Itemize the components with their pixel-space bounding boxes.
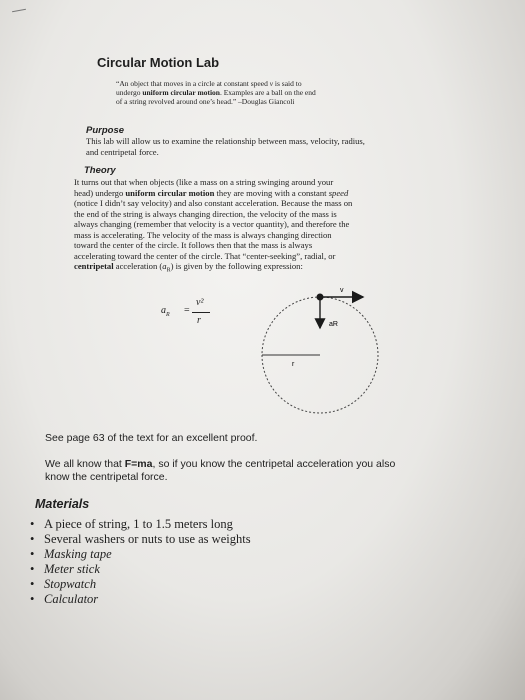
list-item: • Meter stick (30, 562, 251, 577)
pen-mark (12, 9, 26, 12)
theory-heading: Theory (84, 165, 116, 176)
purpose-heading: Purpose (86, 125, 125, 136)
velocity-label: v (340, 287, 344, 294)
proof-note: See page 63 of the text for an excellent proof. (45, 432, 258, 444)
list-item: • Calculator (30, 592, 251, 607)
purpose-text: This lab will allow us to examine the relationship between mass, velocity, radius, and centripetal force. (86, 136, 365, 157)
force-note: We all know that F=ma, so if you know the centripetal acceleration you also know the centripetal force. (45, 458, 396, 483)
acceleration-label: aR (329, 321, 338, 328)
page-title: Circular Motion Lab (97, 55, 220, 70)
materials-heading: Materials (35, 497, 90, 511)
centripetal-formula: $a_R$ = v² r (148, 297, 218, 337)
list-item: • Several washers or nuts to use as weights (30, 532, 251, 547)
radius-label: r (292, 361, 295, 368)
quote-line-2: undergo uniform circular motion. Examples are a ball on the end (116, 88, 316, 97)
theory-text: It turns out that when objects (like a mass on a string swinging around your head) undergo uniform circular motion they are moving with a constant speed (notice I didn’t say velocity) and also constant acceleration. Because the mass on the end of the string is always changing direction, the velocity of the mass is always changing (remember that velocity is a vector quantity), and therefore the mass is accelerating. The velocity of the mass is always changing direction toward the center of the circle. It follows then that the mass is always accelerating toward the center of the circle. That “center-seeking”, radial, or centripetal acceleration $(a_R)$ is given by the following expression: (74, 177, 353, 274)
quote-line-1: “An object that moves in a circle at constant speed v is said to (116, 79, 302, 88)
quote-line-3: of a string revolved around one’s head.” –Douglas Giancoli (116, 97, 295, 106)
circular-motion-diagram (255, 280, 395, 430)
list-item: • Masking tape (30, 547, 251, 562)
list-item: • A piece of string, 1 to 1.5 meters long (30, 517, 251, 532)
list-item: • Stopwatch (30, 577, 251, 592)
intro-quote (116, 79, 426, 106)
materials-list (30, 517, 251, 607)
